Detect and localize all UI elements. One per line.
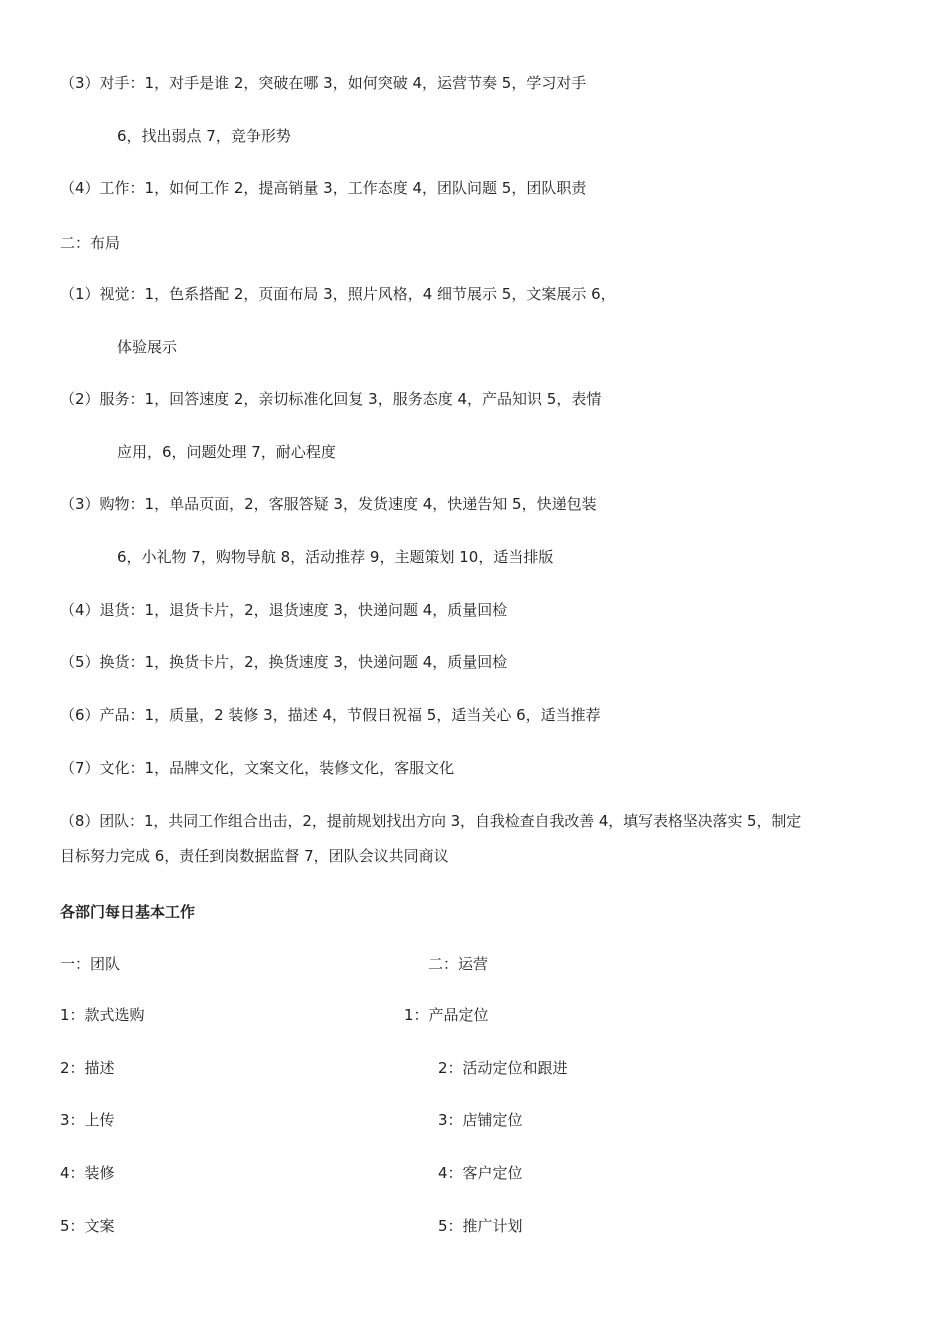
team-item: 5：文案 [60, 1217, 115, 1235]
team-item: 4：装修 [60, 1164, 115, 1182]
operations-column-heading: 二：运营 [428, 955, 489, 973]
shopping-line-2: 6，小礼物 7，购物导航 8，活动推荐 9，主题策划 10，适当排版 [117, 548, 554, 566]
operations-item: 5：推广计划 [438, 1217, 523, 1235]
team-line-2: 目标努力完成 6，责任到岗数据监督 7，团队会议共同商议 [60, 847, 449, 865]
team-column-heading: 一：团队 [60, 955, 121, 973]
visual-line-2: 体验展示 [117, 338, 178, 356]
team-item: 2：描述 [60, 1059, 115, 1077]
service-line-2: 应用，6，问题处理 7，耐心程度 [117, 443, 336, 461]
product-line: （6）产品：1，质量，2 装修 3，描述 4，节假日祝福 5，适当关心 6，适当推荐 [60, 706, 601, 724]
daily-work-title: 各部门每日基本工作 [60, 903, 196, 921]
operations-item: 4：客户定位 [438, 1164, 523, 1182]
shopping-line-1: （3）购物：1，单品页面，2，客服答疑 3，发货速度 4，快递告知 5，快递包装 [60, 495, 597, 513]
service-line-1: （2）服务：1，回答速度 2，亲切标准化回复 3，服务态度 4，产品知识 5，表情 [60, 390, 602, 408]
team-item: 3：上传 [60, 1111, 115, 1129]
layout-heading: 二：布局 [60, 234, 121, 252]
operations-item: 1：产品定位 [404, 1006, 489, 1024]
returns-line: （4）退货：1，退货卡片，2，退货速度 3，快递问题 4，质量回检 [60, 601, 508, 619]
team-line-1: （8）团队：1，共同工作组合出击，2，提前规划找出方向 3，自我检查自我改善 4，填写表格坚决落实 5，制定 [60, 812, 802, 830]
team-item: 1：款式选购 [60, 1006, 145, 1024]
opponent-line-1: （3）对手：1，对手是谁 2，突破在哪 3，如何突破 4，运营节奏 5，学习对手 [60, 74, 587, 92]
operations-item: 2：活动定位和跟进 [438, 1059, 568, 1077]
operations-item: 3：店铺定位 [438, 1111, 523, 1129]
exchange-line: （5）换货：1，换货卡片，2，换货速度 3，快递问题 4，质量回检 [60, 653, 508, 671]
visual-line-1: （1）视觉：1，色系搭配 2，页面布局 3，照片风格，4 细节展示 5，文案展示 6， [60, 285, 616, 303]
opponent-line-2: 6，找出弱点 7，竞争形势 [117, 127, 291, 145]
culture-line: （7）文化：1，品牌文化，文案文化，装修文化，客服文化 [60, 759, 455, 777]
work-line: （4）工作：1，如何工作 2，提高销量 3，工作态度 4，团队问题 5，团队职责 [60, 179, 587, 197]
